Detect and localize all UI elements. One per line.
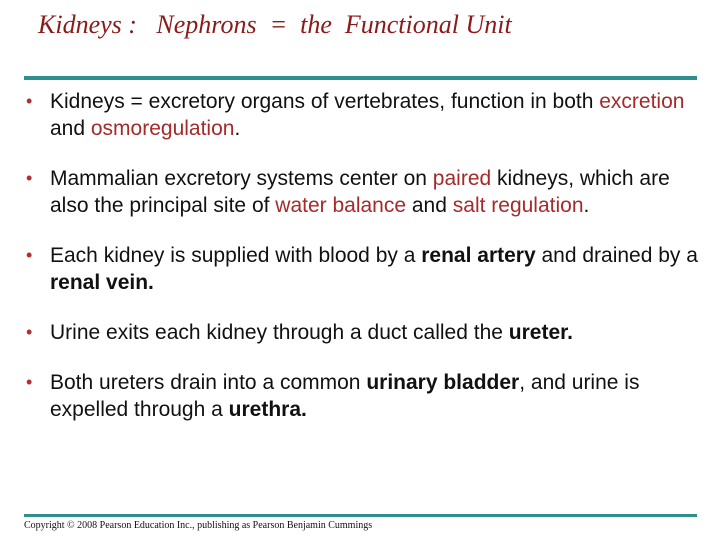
footer-divider [24,514,697,517]
bullet-text: Mammalian excretory systems center on [50,167,433,190]
bullet-text: and [50,117,91,140]
key-term: urethra. [228,398,307,421]
bullet-point-icon: • [26,91,33,111]
bullet-text: and [406,194,453,217]
bullet-text: Urine exits each kidney through a duct called the [50,321,509,344]
bullet-text: , and urine is expelled through a [50,371,640,421]
bullet-text: Each kidney is supplied with blood by a [50,244,422,267]
bullet-point-icon: • [26,372,33,392]
highlighted-term: excretion [599,90,685,113]
bullet-text: Both ureters drain into a common [50,371,367,394]
bullet-point-icon: • [26,322,33,342]
bullet-item [22,165,702,219]
copyright-footer: Copyright © 2008 Pearson Education Inc., publishing as Pearson Benjamin Cummings [24,520,373,531]
bullet-text: kidneys, which are also the principal site of [50,167,670,217]
highlighted-term: water balance [275,194,407,217]
key-term: ureter. [508,321,573,344]
title-divider [24,76,697,80]
bullet-point-icon: • [26,245,33,265]
highlighted-term: paired [432,167,492,190]
bullet-point-icon: • [26,168,33,188]
bullet-text: Kidneys = excretory organs of vertebrates, function in both [50,90,600,113]
bullet-item [22,319,702,346]
key-term: renal artery [421,244,536,267]
key-term: renal vein. [50,271,154,294]
bullet-item [22,242,702,296]
bullet-item [22,369,702,423]
bullet-item [22,88,702,142]
key-term: urinary bladder [366,371,520,394]
slide-title: Kidneys : Nephrons = the Functional Unit [38,10,512,39]
bullet-text: and drained by a [535,244,698,267]
bullet-text: . [234,117,241,140]
highlighted-term: osmoregulation [90,117,235,140]
bullet-text: . [583,194,590,217]
highlighted-term: salt regulation [452,194,584,217]
bullet-list [22,88,702,446]
